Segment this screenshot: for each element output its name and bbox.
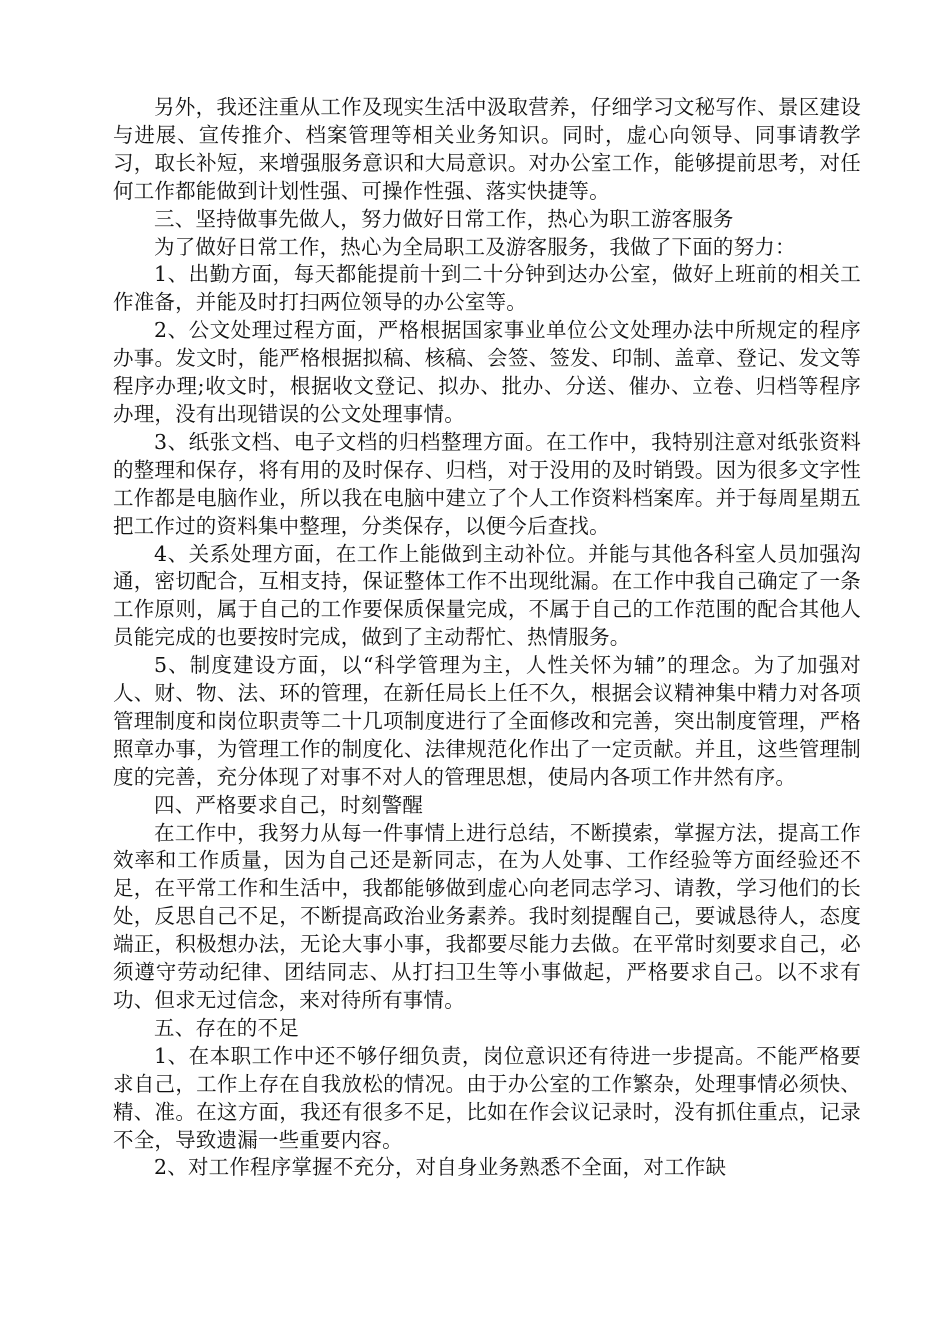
paragraph-archiving: 3、纸张文档、电子文档的归档整理方面。在工作中，我特别注意对纸张资料的整理和保存，将有用的及时保存、归档，对于没用的及时销毁。因为很多文字性工作都是电脑作业，所以我在电脑中建立了个人工作资料档案库。并于每周星期五把工作过的资料集中整理，分类保存，以便今后查找。 xyxy=(113,429,861,538)
paragraph-relations: 4、关系处理方面，在工作上能做到主动补位。并能与其他各科室人员加强沟通，密切配合，互相支持，保证整体工作不出现纰漏。在工作中我自己确定了一条工作原则，属于自己的工作要保质保量完成，不属于自己的工作范围的配合其他人员能完成的也要按时完成，做到了主动帮忙、热情服务。 xyxy=(113,541,861,650)
paragraph-self-discipline: 在工作中，我努力从每一件事情上进行总结，不断摸索，掌握方法，提高工作效率和工作质量，因为自己还是新同志，在为人处事、工作经验等方面经验还不足，在平常工作和生活中，我都能够做到虚心向老同志学习、请教，学习他们的长处，反思自己不足，不断提高政治业务素养。我时刻提醒自己，要诚恳待人，态度端正，积极想办法，无论大事小事，我都要尽能力去做。在平常时刻要求自己，必须遵守劳动纪律、团结同志、从打扫卫生等小事做起，严格要求自己。以不求有功、但求无过信念，来对待所有事情。 xyxy=(113,820,861,1012)
section-heading-self-discipline: 四、严格要求自己，时刻警醒 xyxy=(154,792,424,817)
paragraph-intro-learning: 另外，我还注重从工作及现实生活中汲取营养，仔细学习文秘写作、景区建设与进展、宣传推介、档案管理等相关业务知识。同时，虚心向领导、同事请教学习，取长补短，来增强服务意识和大局意识。对办公室工作，能够提前思考，对任何工作都能做到计划性强、可操作性强、落实快捷等。 xyxy=(113,95,861,203)
section-heading-shortcomings: 五、存在的不足 xyxy=(154,1015,299,1040)
document-page xyxy=(113,94,861,1182)
paragraph-shortcoming-1: 1、在本职工作中还不够仔细负责，岗位意识还有待进一步提高。不能严格要求自己，工作上存在自我放松的情况。由于办公室的工作繁杂，处理事情必须快、精、准。在这方面，我还有很多不足，比如在作会议记录时，没有抓住重点，记录不全，导致遗漏一些重要内容。 xyxy=(113,1043,861,1152)
paragraph-shortcoming-2: 2、对工作程序掌握不充分，对自身业务熟悉不全面，对工作缺 xyxy=(154,1155,727,1180)
paragraph-attendance: 1、出勤方面，每天都能提前十到二十分钟到达办公室，做好上班前的相关工作准备，并能及时打扫两位领导的办公室等。 xyxy=(113,262,861,315)
section-heading-daily-work: 三、坚持做事先做人，努力做好日常工作，热心为职工游客服务 xyxy=(154,206,734,231)
paragraph-system-building: 5、制度建设方面，以“科学管理为主，人性关怀为辅”的理念。为了加强对人、财、物、法、环的管理，在新任局长上任不久，根据会议精神集中精力对各项管理制度和岗位职责等二十几项制度进行了全面修改和完善，突出制度管理，严格照章办事，为管理工作的制度化、法律规范化作出了一定贡献。并且，这些管理制度的完善，充分体现了对事不对人的管理思想，使局内各项工作井然有序。 xyxy=(113,653,861,789)
paragraph-document-handling: 2、公文处理过程方面，严格根据国家事业单位公文处理办法中所规定的程序办事。发文时，能严格根据拟稿、核稿、会签、签发、印制、盖章、登记、发文等程序办理;收文时，根据收文登记、拟办、批办、分送、催办、立卷、归档等程序办理，没有出现错误的公文处理事情。 xyxy=(113,318,861,426)
paragraph-daily-work-intro: 为了做好日常工作，热心为全局职工及游客服务，我做了下面的努力： xyxy=(154,234,796,259)
